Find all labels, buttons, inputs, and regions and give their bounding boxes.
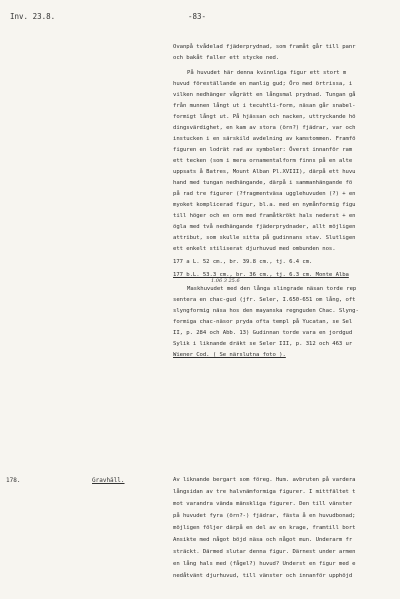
- text-line: dingsvärdighet, en kam av stora (örn?) fjädrar, var och: [173, 125, 356, 131]
- text-line: Av liknande bergart som föreg. Hum. avbruten på vardera: [173, 477, 356, 483]
- text-line: mot varandra vända mänskliga figurer. Den till vänster: [173, 501, 353, 507]
- text-line: möjligen följer därpå en del av en krage, framtill bort: [173, 525, 356, 531]
- entry-title: Gravhäll.: [92, 477, 125, 484]
- text-line: på huvudet fyra (örn?-) fjädrar, fästa å en huvudbonad;: [173, 513, 356, 519]
- text-line: figuren en lodrät rad av symboler: Överst innanför ram: [173, 147, 353, 153]
- text-line: På huvudet här denna kvinnliga figur ett stort m: [187, 70, 347, 76]
- dimension-line: 177 a L. 52 cm., br. 39.8 cm., tj. 6.4 cm.: [173, 259, 313, 265]
- text-line: ett tecken (som i mera ornamentalform finns på en alte: [173, 158, 353, 164]
- dimension-line: 177 b.L. 53.3 cm., br. 36 cm., tj. 6.3 cm. Monte Alba: [173, 272, 349, 278]
- text-line: sträckt. Därmed slutar denna figur. Därnest under armen: [173, 549, 356, 555]
- text-line: långsidan av tre halvnämformiga figurer. I mittfältet t: [173, 489, 356, 495]
- page-number: -83-: [188, 12, 207, 21]
- text-line: Ovanpå tvådelad fjäderprydnad, som framåt går till panr: [173, 44, 356, 50]
- text-line: Ansikte med något böjd näsa och något mun. Underarm fr: [173, 537, 353, 543]
- text-line: formigt långt ut. På hjässan och nacken, uttryckande hö: [173, 114, 356, 120]
- text-line: på rad tre figurer (?fragmentväsa ugglehuvuden (?) + en: [173, 191, 356, 197]
- handwritten-note: 1.06 3 25.6: [211, 278, 240, 284]
- text-line: II, p. 284 och Abb. 13) Gudinnan torde vara en jordgud: [173, 330, 353, 336]
- inventory-number: Inv. 23.8.: [10, 12, 56, 21]
- text-line: Maskhuvudet med den långa slingrade näsan torde rep: [187, 286, 357, 292]
- text-line: Wiener Cod. ( Se närslutna foto ).: [173, 352, 286, 358]
- text-line: myoket komplicerad figur, bl.a. med en nymånformig figu: [173, 202, 356, 208]
- text-line: slyngformig näsa hos den mayanska regnguden Chac. Slyng-: [173, 308, 359, 314]
- entry-number: 178.: [6, 477, 21, 484]
- text-line: en lång hals med (fågel?) huvud? Underst en figur med e: [173, 561, 356, 567]
- text-line: vilken nedhänger vågrätt en långsmal prydnad. Tungan gå: [173, 92, 356, 98]
- text-line: nedåtvänt djurhuvud, till vänster och innanför upphöjd: [173, 573, 353, 579]
- text-line: till höger och en orm med framåtkrökt hals nederst + en: [173, 213, 356, 219]
- text-line: hand med tungan nedhängande, därpå i sammanhängande fö: [173, 180, 353, 186]
- text-line: och bakåt faller ett stycke ned.: [173, 55, 280, 61]
- text-line: från munnen långt ut i tecuhtli-form, näsan går snabel-: [173, 103, 356, 109]
- text-line: attribut, som skulle sitta på gudinnans stav. Slutligen: [173, 235, 356, 241]
- text-line: ögla med två nedhängande fjäderprydnader, allt möjligen: [173, 224, 356, 230]
- text-line: sentera en chac-gud (jfr. Seler, I.650-651 om lång, oft: [173, 297, 356, 303]
- text-line: formiga chac-näsor pryda ofta templ på Yucatan, se Sel: [173, 319, 353, 325]
- text-line: instucken i en särskild avdelning av kamstommen. Framfö: [173, 136, 356, 142]
- text-line: Sylik i liknande dräkt se Seler III, p. 312 och 463 ur: [173, 341, 353, 347]
- text-line: ett enkelt stiliserat djurhuvud med ombunden nos.: [173, 246, 336, 252]
- text-line: uppsats å Batres, Mount Alban Pl.XVIII), därpå ett huvu: [173, 169, 356, 175]
- text-line: huvud föreställande en manlig gud; Öro med örtrissa, i: [173, 81, 353, 87]
